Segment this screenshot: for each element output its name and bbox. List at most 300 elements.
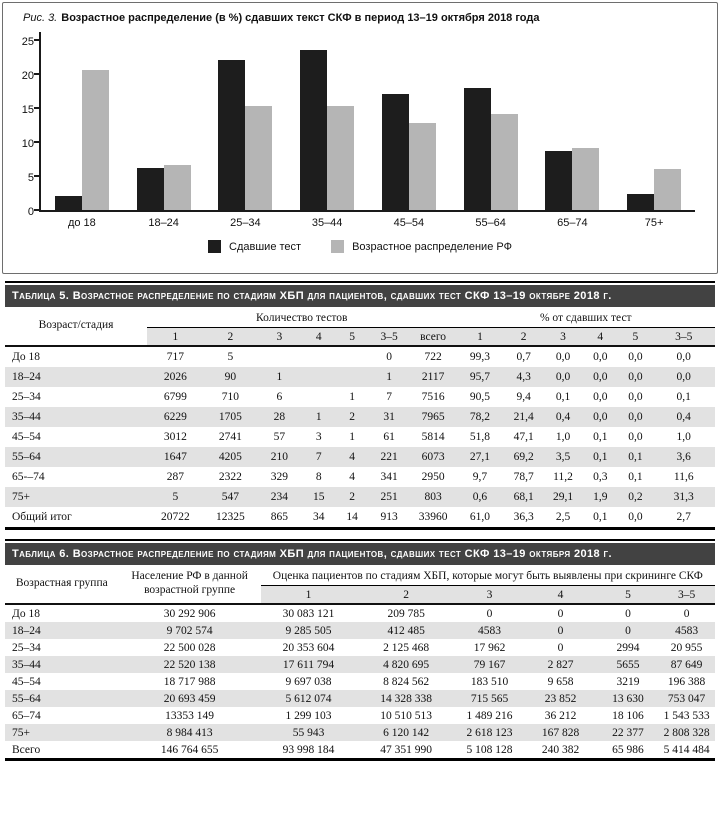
- table-cell: 79 167: [473, 658, 506, 671]
- row-label: 18–24: [12, 371, 41, 383]
- table-cell: 4583: [478, 624, 502, 637]
- table-cell: 0,0: [593, 391, 608, 403]
- table-cell: 0,0: [628, 511, 643, 523]
- table-6-body: [5, 604, 715, 760]
- table-row: [5, 447, 715, 467]
- table-cell: 90: [224, 371, 237, 383]
- y-tick-mark: [34, 39, 39, 41]
- subcolumn-header: 2: [356, 586, 455, 605]
- table-cell: 9 697 038: [285, 675, 332, 688]
- subcolumn-header: 3: [257, 328, 302, 347]
- table-cell: 8 984 413: [166, 726, 213, 739]
- table-cell: 2117: [421, 371, 445, 383]
- table-cell: 251: [380, 491, 398, 503]
- table-row: [5, 367, 715, 387]
- bar-tested: [382, 94, 409, 210]
- subcolumn-header: 5: [618, 328, 652, 347]
- table-row: [5, 427, 715, 447]
- table-cell: 329: [270, 471, 289, 483]
- plot-row: [15, 32, 695, 218]
- page: [0, 2, 720, 813]
- y-tick-label: 5: [27, 172, 34, 184]
- table-5-body: [5, 346, 715, 529]
- table-cell: 146 764 655: [160, 743, 219, 756]
- table-cell: 2741: [218, 431, 242, 443]
- table-cell: 2: [349, 491, 356, 503]
- row-label: 75+: [12, 726, 30, 739]
- table-cell: 4205: [218, 451, 242, 463]
- table-cell: 0,0: [593, 371, 608, 383]
- table-cell: 4 820 695: [383, 658, 430, 671]
- row-label: 25–34: [12, 391, 41, 403]
- col-header-age-group: Возрастная группа: [5, 565, 119, 604]
- table-cell: 3: [315, 431, 322, 443]
- table-cell: 412 485: [387, 624, 425, 637]
- table-cell: 13 630: [612, 692, 644, 705]
- table-cell: 31,3: [673, 491, 694, 503]
- table-row: [5, 346, 715, 367]
- table-cell: 1: [315, 411, 322, 423]
- bar-tested: [300, 50, 327, 210]
- table-cell: 20 693 459: [163, 692, 216, 705]
- table-cell: 3012: [163, 431, 187, 443]
- table-cell: [302, 387, 336, 407]
- row-label: До 18: [12, 351, 40, 363]
- table-cell: 11,2: [553, 471, 573, 483]
- table-cell: 1 543 533: [663, 709, 710, 722]
- table-cell: 0,1: [555, 391, 571, 403]
- bar-rf-distribution: [82, 70, 109, 210]
- table-cell: 0: [557, 607, 564, 620]
- table-cell: 10 510 513: [380, 709, 432, 722]
- bar-rf-distribution: [327, 106, 354, 210]
- table-cell: 0,1: [593, 511, 608, 523]
- table-cell: [302, 367, 336, 387]
- subcolumn-header: 3: [544, 328, 582, 347]
- bar-tested: [218, 60, 245, 210]
- table-cell: 210: [270, 451, 289, 463]
- row-label: 25–34: [12, 641, 41, 654]
- table-row: [5, 639, 715, 656]
- table-cell: 0,7: [516, 351, 531, 363]
- y-axis-labels: [15, 32, 39, 218]
- table-cell: 2: [349, 411, 356, 423]
- table-cell: 0,4: [555, 411, 571, 423]
- table-row: [5, 507, 715, 529]
- table-cell: 28: [273, 411, 286, 423]
- table-row: [5, 604, 715, 622]
- table-cell: 36 212: [544, 709, 577, 722]
- table-cell: 0,4: [676, 411, 691, 423]
- bars-container: [41, 32, 695, 210]
- table-cell: 722: [424, 351, 442, 363]
- row-label: 65-–74: [12, 471, 45, 483]
- subcolumn-header: 3–5: [652, 328, 715, 347]
- table-cell: 3,5: [555, 451, 571, 463]
- table-cell: 47 351 990: [380, 743, 432, 756]
- table-cell: 287: [166, 471, 185, 483]
- table-cell: 3,6: [676, 451, 691, 463]
- table-row: [5, 707, 715, 724]
- table-5: [5, 307, 715, 530]
- table-cell: 57: [273, 431, 286, 443]
- x-tick-label: 55–64: [475, 217, 506, 229]
- x-tick-label: 45–54: [393, 217, 425, 229]
- table-cell: 715 565: [470, 692, 509, 705]
- table-cell: 34: [313, 511, 325, 523]
- table-cell: 20 955: [670, 641, 703, 654]
- table-cell: 78,7: [513, 471, 534, 483]
- table-cell: 9 658: [547, 675, 574, 688]
- table-row: [5, 387, 715, 407]
- table-cell: 2 125 468: [383, 641, 430, 654]
- row-label: 35–44: [12, 658, 41, 671]
- table-cell: 5 414 484: [663, 743, 710, 756]
- bar-rf-distribution: [164, 165, 191, 210]
- table-5-title-bar: [5, 285, 715, 307]
- table-cell: 95,7: [469, 371, 491, 383]
- table-cell: 61,0: [469, 511, 491, 523]
- row-label: Общий итог: [12, 511, 72, 523]
- table-row: [5, 487, 715, 507]
- table-cell: 90,5: [469, 391, 491, 403]
- subcolumn-header: 1: [457, 328, 504, 347]
- bar-group: [55, 70, 109, 210]
- x-axis-labels: [41, 212, 695, 229]
- bar-group: [382, 94, 436, 210]
- table-cell: 0: [386, 351, 392, 363]
- table-cell: 30 292 906: [163, 607, 216, 620]
- table-cell: 341: [380, 471, 398, 483]
- y-tick-label: 10: [21, 138, 34, 150]
- table-cell: 1: [386, 371, 392, 383]
- table-cell: 78,2: [469, 411, 491, 423]
- x-tick-label: 65–74: [557, 217, 588, 229]
- table-row: [5, 673, 715, 690]
- table-cell: 51,8: [469, 431, 491, 443]
- table-cell: 0,0: [628, 411, 643, 423]
- table-cell: 93 998 184: [282, 743, 335, 756]
- table-cell: 9,4: [516, 391, 531, 403]
- plot-area: [39, 32, 695, 212]
- table-cell: 0,0: [593, 351, 608, 363]
- table-cell: 23 852: [544, 692, 577, 705]
- table-cell: 5 108 128: [466, 743, 513, 756]
- table-cell: 7516: [421, 391, 445, 403]
- table-row: [5, 467, 715, 487]
- row-label: 18–24: [12, 624, 41, 637]
- legend-swatch: [208, 240, 221, 253]
- legend-label: Возрастное распределение РФ: [352, 240, 512, 253]
- table-cell: 36,3: [513, 511, 534, 523]
- y-tick-mark: [34, 175, 39, 177]
- table-cell: 2322: [218, 471, 242, 483]
- bar-rf-distribution: [654, 169, 681, 211]
- table-cell: 18 717 988: [163, 675, 216, 688]
- table-cell: 4,3: [516, 371, 531, 383]
- table-cell: 17 611 794: [282, 658, 335, 671]
- row-label: 75+: [12, 491, 30, 503]
- table-cell: 27,1: [469, 451, 491, 463]
- table-cell: 47,1: [513, 431, 534, 443]
- table-cell: 61: [383, 431, 395, 443]
- table-cell: 22 500 028: [163, 641, 216, 654]
- subcolumn-header: 1: [147, 328, 204, 347]
- table-cell: 0,0: [555, 371, 571, 383]
- table-cell: 0,0: [676, 371, 691, 383]
- bar-group: [545, 148, 599, 210]
- table-cell: 22 377: [612, 726, 644, 739]
- table-cell: 0: [625, 624, 631, 637]
- y-tick-label: 15: [21, 104, 34, 116]
- row-label: 55–64: [12, 451, 41, 463]
- table-cell: 803: [424, 491, 442, 503]
- table-cell: 2026: [163, 371, 187, 383]
- table-cell: 4: [349, 471, 356, 483]
- table-cell: 0: [683, 607, 690, 620]
- table-cell: 5655: [616, 658, 640, 671]
- figure-caption: [3, 3, 717, 26]
- table-row: [5, 656, 715, 673]
- table-row: [5, 690, 715, 707]
- bar-tested: [55, 196, 82, 210]
- table-cell: 29,1: [552, 491, 574, 503]
- bar-group: [300, 50, 354, 210]
- table-cell: 7: [386, 391, 392, 403]
- bar-tested: [464, 88, 491, 210]
- table-cell: 6 120 142: [383, 726, 430, 739]
- table-cell: 1,0: [555, 431, 571, 443]
- bar-rf-distribution: [245, 106, 272, 210]
- table-cell: 4: [349, 451, 356, 463]
- table-cell: 22 520 138: [163, 658, 216, 671]
- table-6: [5, 565, 715, 761]
- table-cell: 12325: [216, 511, 245, 523]
- table-cell: 9 702 574: [166, 624, 213, 637]
- bar-group: [218, 60, 272, 210]
- chart-legend: [3, 240, 717, 253]
- x-tick-label: 75+: [644, 217, 664, 229]
- bar-rf-distribution: [491, 114, 518, 210]
- x-tick-label: 35–44: [311, 217, 343, 229]
- y-tick-mark: [34, 209, 39, 211]
- table-cell: 6073: [421, 451, 445, 463]
- table-cell: 240 382: [541, 743, 580, 756]
- table-cell: 11,6: [673, 471, 694, 483]
- table-cell: 234: [270, 491, 289, 503]
- bar-tested: [627, 194, 654, 210]
- table-cell: 0,0: [628, 351, 643, 363]
- y-tick-mark: [34, 107, 39, 109]
- table-6-section: [5, 539, 715, 761]
- subcolumn-header: всего: [410, 328, 457, 347]
- table-cell: 1,0: [676, 431, 691, 443]
- table-cell: 68,1: [513, 491, 534, 503]
- table-cell: 69,2: [513, 451, 534, 463]
- table-cell: 0,0: [628, 371, 643, 383]
- table-cell: 1: [349, 431, 356, 443]
- table-cell: 1: [349, 391, 356, 403]
- table-cell: 0,1: [593, 451, 608, 463]
- table-cell: 5: [172, 491, 179, 503]
- table-cell: 13353 149: [165, 709, 215, 722]
- table-5-title: Таблица 5. Возрастное распределение по стадиям ХБП для пациентов, сдавших тест СКФ 13–19 октябре 2018 г.: [12, 290, 612, 302]
- table-5-section: [5, 281, 715, 530]
- table-cell: 0: [625, 607, 631, 620]
- table-cell: 0: [557, 624, 564, 637]
- table-cell: 5: [227, 351, 234, 363]
- legend-swatch: [331, 240, 344, 253]
- table-cell: 0,0: [628, 431, 643, 443]
- bar-group: [627, 169, 681, 211]
- legend-label: Сдавшие тест: [229, 240, 302, 253]
- table-cell: 717: [166, 351, 185, 363]
- table-cell: 30 083 121: [282, 607, 335, 620]
- row-label: 55–64: [12, 692, 41, 705]
- table-cell: 0,0: [676, 351, 691, 363]
- col-header-population: Население РФ в данной возрастной группе: [119, 565, 261, 604]
- legend-item: [208, 240, 301, 253]
- table-cell: 0,1: [593, 431, 608, 443]
- x-axis-row: [15, 212, 695, 229]
- table-cell: 20722: [161, 511, 190, 523]
- x-tick-label: 25–34: [230, 217, 261, 229]
- y-tick-mark: [34, 141, 39, 143]
- table-cell: 20 353 604: [282, 641, 335, 654]
- bar-tested: [545, 151, 572, 210]
- table-cell: [302, 346, 336, 367]
- table-cell: 7965: [421, 411, 445, 423]
- table-cell: [336, 367, 369, 387]
- table-cell: 1,9: [593, 491, 608, 503]
- bar-group: [137, 165, 191, 210]
- table-cell: 0,1: [628, 451, 643, 463]
- table-cell: 0,1: [628, 471, 643, 483]
- table-cell: 0,6: [472, 491, 488, 503]
- table-cell: 167 828: [541, 726, 580, 739]
- y-tick-label: 20: [21, 70, 34, 82]
- table-cell: 865: [270, 511, 289, 523]
- subcolumn-header: 4: [582, 328, 618, 347]
- table-cell: 18 106: [612, 709, 644, 722]
- bar-rf-distribution: [409, 123, 436, 210]
- x-tick-label: 18–24: [148, 217, 179, 229]
- table-cell: 8 824 562: [383, 675, 430, 688]
- y-tick-label: 0: [27, 206, 34, 218]
- figure-3: [2, 2, 718, 274]
- y-tick-label: 25: [21, 36, 34, 48]
- table-cell: 1 489 216: [466, 709, 513, 722]
- table-cell: 1705: [218, 411, 242, 423]
- col-header-age-stage: Возраст/стадия: [5, 307, 147, 346]
- table-cell: 6799: [163, 391, 187, 403]
- subcolumn-header: 3–5: [658, 586, 715, 605]
- table-cell: 5814: [421, 431, 445, 443]
- row-label: 45–54: [12, 675, 41, 688]
- subcolumn-header: 5: [598, 586, 658, 605]
- figure-number: Рис. 3.: [23, 12, 58, 24]
- table-cell: 2,5: [555, 511, 571, 523]
- table-cell: 1647: [163, 451, 187, 463]
- table-cell: 1 299 103: [285, 709, 332, 722]
- table-cell: 21,4: [513, 411, 534, 423]
- table-cell: 2 808 328: [663, 726, 710, 739]
- table-cell: 65 986: [612, 743, 644, 756]
- y-tick-mark: [34, 73, 39, 75]
- subcolumn-header: 2: [503, 328, 543, 347]
- table-cell: 0,0: [555, 351, 571, 363]
- subcolumn-header: 4: [302, 328, 336, 347]
- bar-chart: [3, 32, 717, 253]
- table-cell: 6229: [163, 411, 187, 423]
- table-cell: 0: [486, 607, 493, 620]
- table-cell: [257, 346, 302, 367]
- table-cell: 8: [315, 471, 322, 483]
- table-cell: 14 328 338: [380, 692, 432, 705]
- table-cell: 2 827: [547, 658, 574, 671]
- subcolumn-header: 3–5: [369, 328, 410, 347]
- table-cell: 87 649: [670, 658, 703, 671]
- table-cell: 913: [380, 511, 398, 523]
- table-cell: 0,0: [593, 411, 608, 423]
- table-row: [5, 407, 715, 427]
- table-cell: 9 285 505: [285, 624, 332, 637]
- table-cell: 15: [313, 491, 325, 503]
- table-6-title: Таблица 6. Возрастное распределение по стадиям ХБП для пациентов, сдавших тест СКФ 13–19 октября 2018 г.: [12, 548, 612, 560]
- table-cell: 6: [276, 391, 283, 403]
- table-cell: 2,7: [676, 511, 691, 523]
- table-cell: 4583: [675, 624, 699, 637]
- table-cell: 2950: [421, 471, 445, 483]
- bar-tested: [137, 168, 164, 210]
- table-cell: 221: [380, 451, 398, 463]
- table-row: [5, 741, 715, 760]
- table-cell: 2994: [616, 641, 640, 654]
- row-label: 65–74: [12, 709, 41, 722]
- subcolumn-header: 4: [523, 586, 598, 605]
- subcolumn-header: 5: [336, 328, 369, 347]
- subcolumn-header: 1: [261, 586, 357, 605]
- table-cell: 17 962: [473, 641, 506, 654]
- table-cell: 0: [557, 641, 564, 654]
- table-cell: 209 785: [387, 607, 425, 620]
- row-label: 35–44: [12, 411, 41, 423]
- subcolumn-header: 3: [456, 586, 523, 605]
- bar-rf-distribution: [572, 148, 599, 210]
- row-label: До 18: [12, 607, 40, 620]
- table-cell: 0,2: [628, 491, 643, 503]
- table-cell: 753 047: [667, 692, 706, 705]
- table-cell: 99,3: [469, 351, 491, 363]
- figure-title: Возрастное распределение (в %) сдавших текст СКФ в период 13–19 октября 2018 года: [61, 12, 540, 24]
- table-cell: 183 510: [470, 675, 509, 688]
- row-label: Всего: [12, 743, 41, 756]
- x-tick-label: до 18: [67, 217, 96, 229]
- col-group-ckd-estimate: Оценка пациентов по стадиям ХБП, которые могут быть выявлены при скрининге СКФ: [261, 565, 715, 586]
- table-cell: 0,0: [628, 391, 643, 403]
- table-cell: 0,3: [593, 471, 608, 483]
- bar-group: [464, 88, 518, 210]
- col-group-percent-of-tested: % от сдавших тест: [457, 307, 715, 328]
- table-cell: 547: [221, 491, 240, 503]
- row-label: 45–54: [12, 431, 41, 443]
- table-cell: 710: [221, 391, 240, 403]
- table-row: [5, 622, 715, 639]
- subcolumn-header: 2: [204, 328, 257, 347]
- table-cell: 3219: [616, 675, 640, 688]
- table-cell: 2 618 123: [466, 726, 513, 739]
- table-cell: 1: [276, 371, 283, 383]
